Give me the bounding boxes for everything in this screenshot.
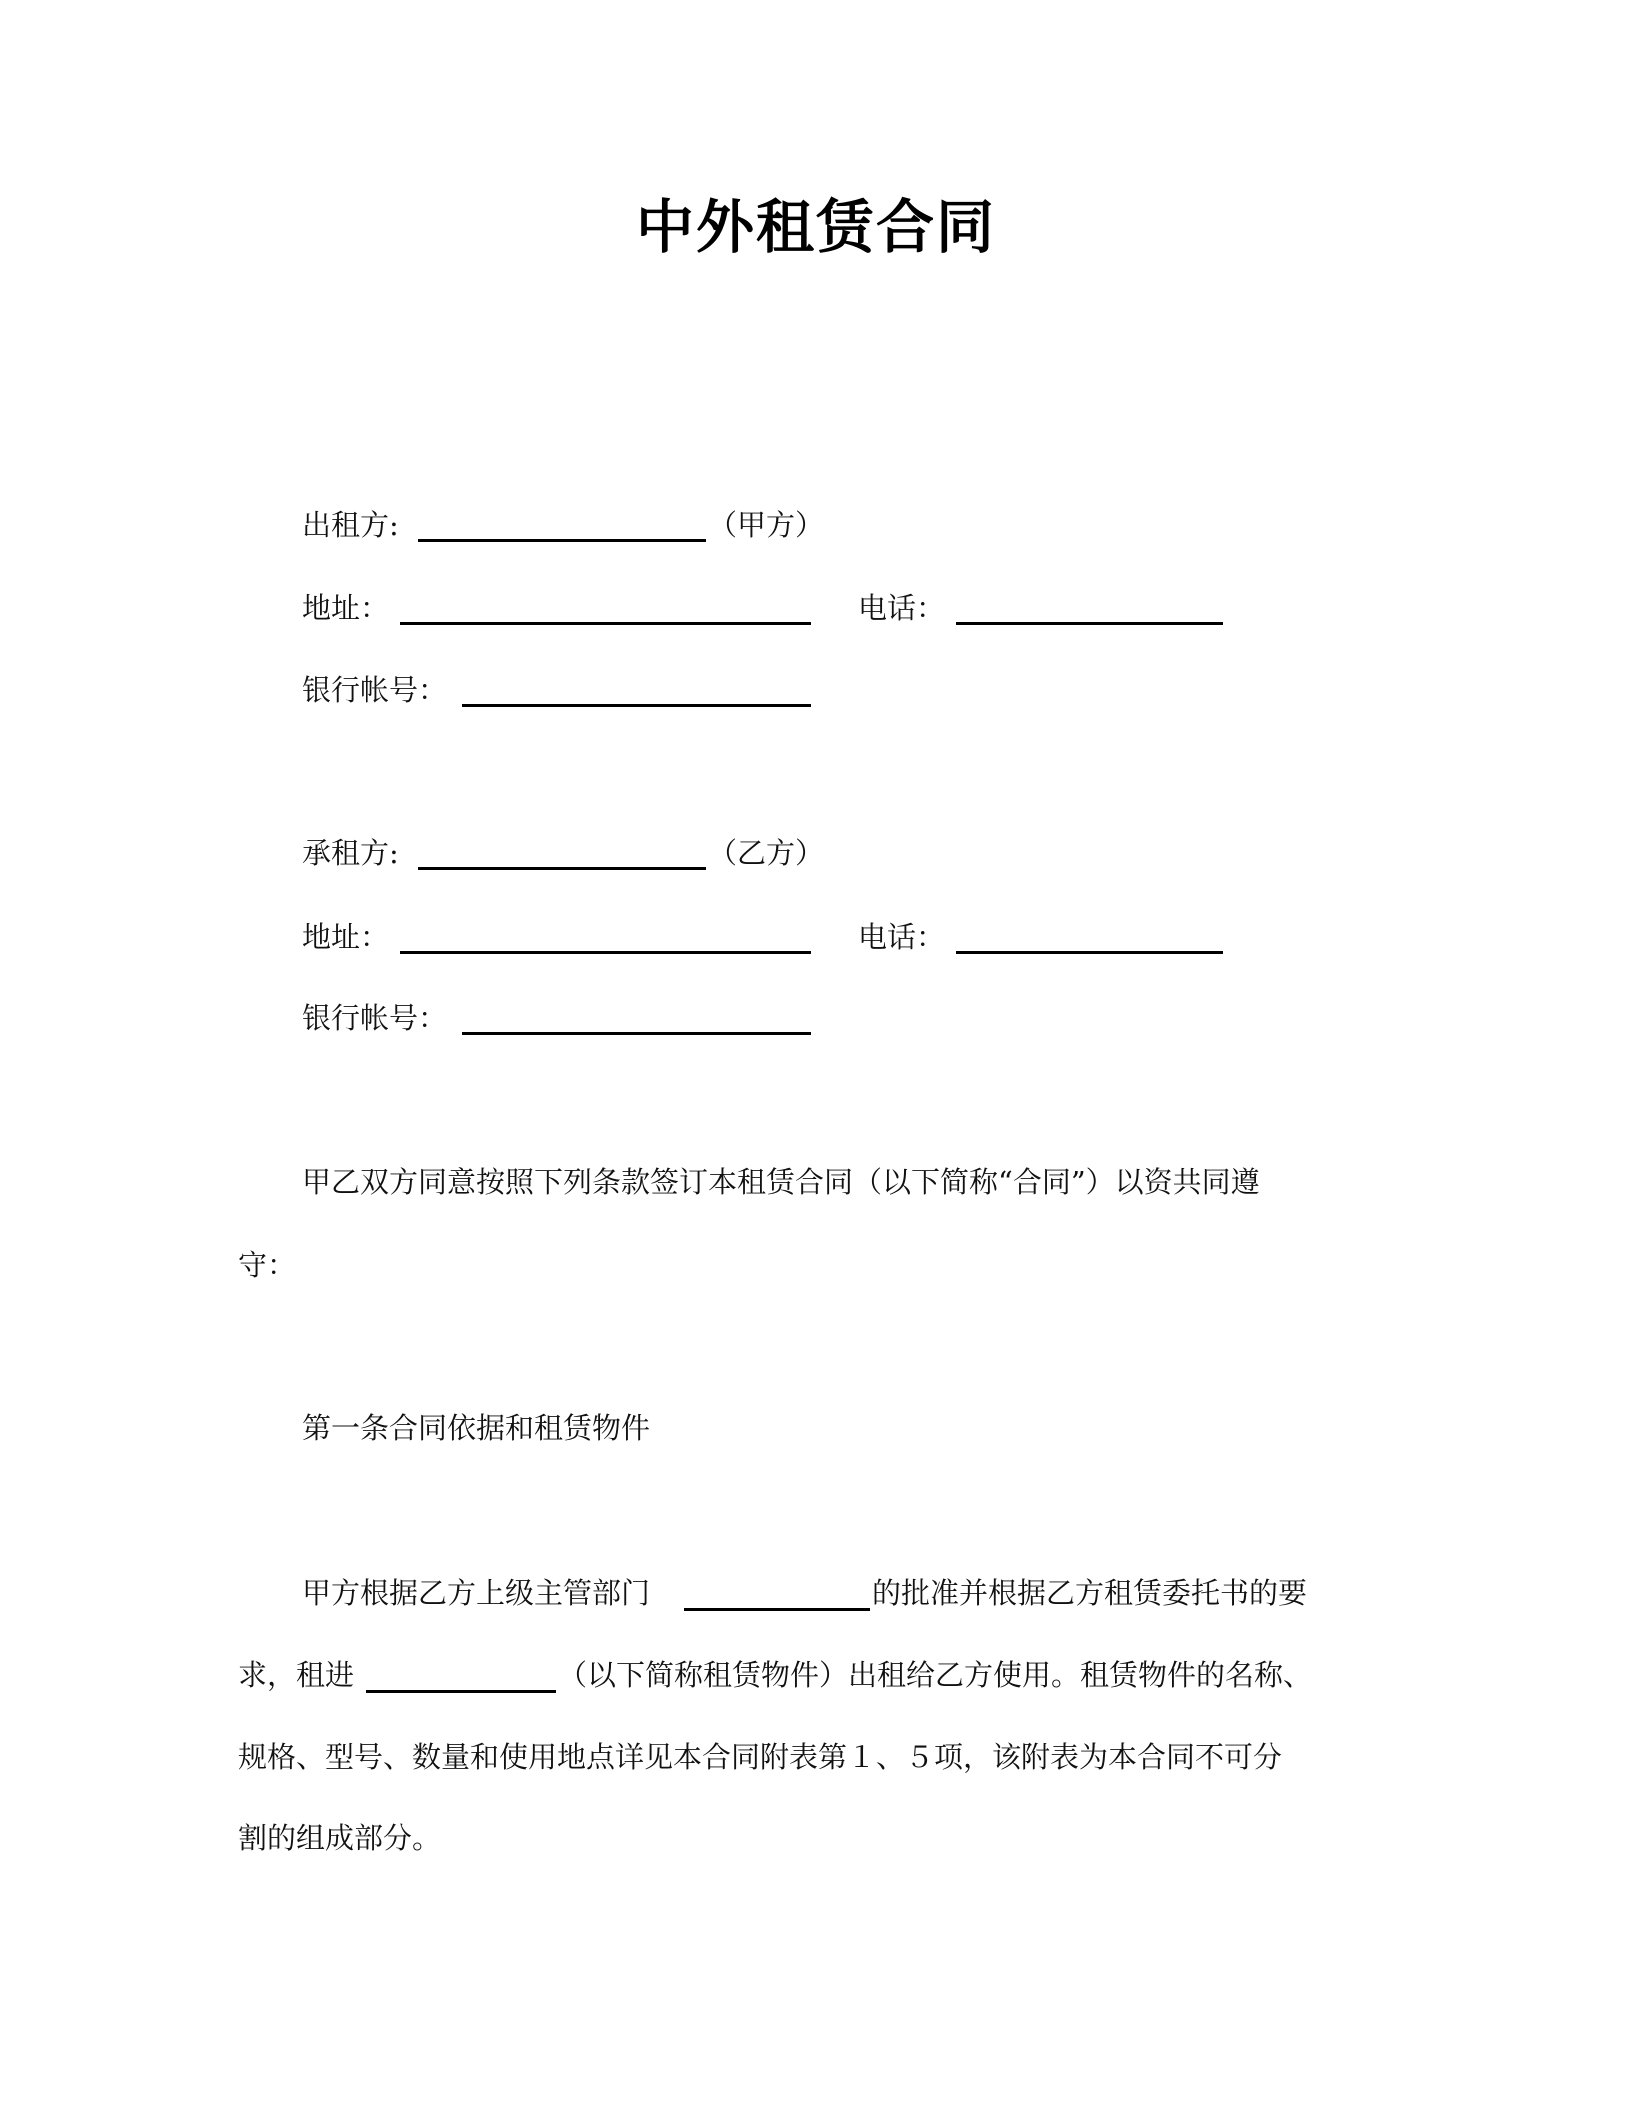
article-1-line-2a: 求，租进	[238, 1658, 355, 1692]
lessee-phone-label: 电话：	[858, 920, 946, 954]
article-1-heading: 第一条合同依据和租赁物件	[302, 1411, 651, 1445]
article-1-line-2b: （以下简称租赁物件）出租给乙方使用。租赁物件的名称、	[558, 1658, 1313, 1692]
lessee-bank-field[interactable]	[462, 1032, 811, 1035]
lessee-phone-field[interactable]	[956, 951, 1223, 954]
lessor-bank-label: 银行帐号：	[302, 673, 448, 707]
lessor-phone-label: 电话：	[858, 591, 946, 625]
lessor-role: （甲方）	[708, 508, 825, 542]
leased-item-field[interactable]	[366, 1690, 556, 1693]
lessee-address-field[interactable]	[400, 951, 811, 954]
approving-department-field[interactable]	[684, 1608, 870, 1611]
lessor-label: 出租方:	[302, 508, 399, 542]
lessor-bank-field[interactable]	[462, 704, 811, 707]
lessee-label: 承租方:	[302, 836, 399, 870]
article-1-line-4: 割的组成部分。	[238, 1821, 442, 1855]
lessee-name-field[interactable]	[418, 867, 706, 870]
article-1-line-3: 规格、型号、数量和使用地点详见本合同附表第１、５项，该附表为本合同不可分	[238, 1740, 1283, 1774]
lessor-address-label: 地址：	[302, 591, 390, 625]
lessor-phone-field[interactable]	[956, 622, 1223, 625]
preamble-line-1: 甲乙双方同意按照下列条款签订本租赁合同（以下简称“合同”）以资共同遵	[302, 1165, 1260, 1199]
lessee-address-label: 地址：	[302, 920, 390, 954]
lessee-bank-label: 银行帐号：	[302, 1001, 448, 1035]
lessor-address-field[interactable]	[400, 622, 811, 625]
article-1-line-1b: 的批准并根据乙方租赁委托书的要	[872, 1576, 1308, 1610]
document-title: 中外租赁合同	[635, 193, 996, 261]
lessor-name-field[interactable]	[418, 539, 706, 542]
lessee-role: （乙方）	[708, 836, 825, 870]
article-1-line-1a: 甲方根据乙方上级主管部门	[302, 1576, 651, 1610]
preamble-line-2: 守：	[238, 1248, 297, 1282]
